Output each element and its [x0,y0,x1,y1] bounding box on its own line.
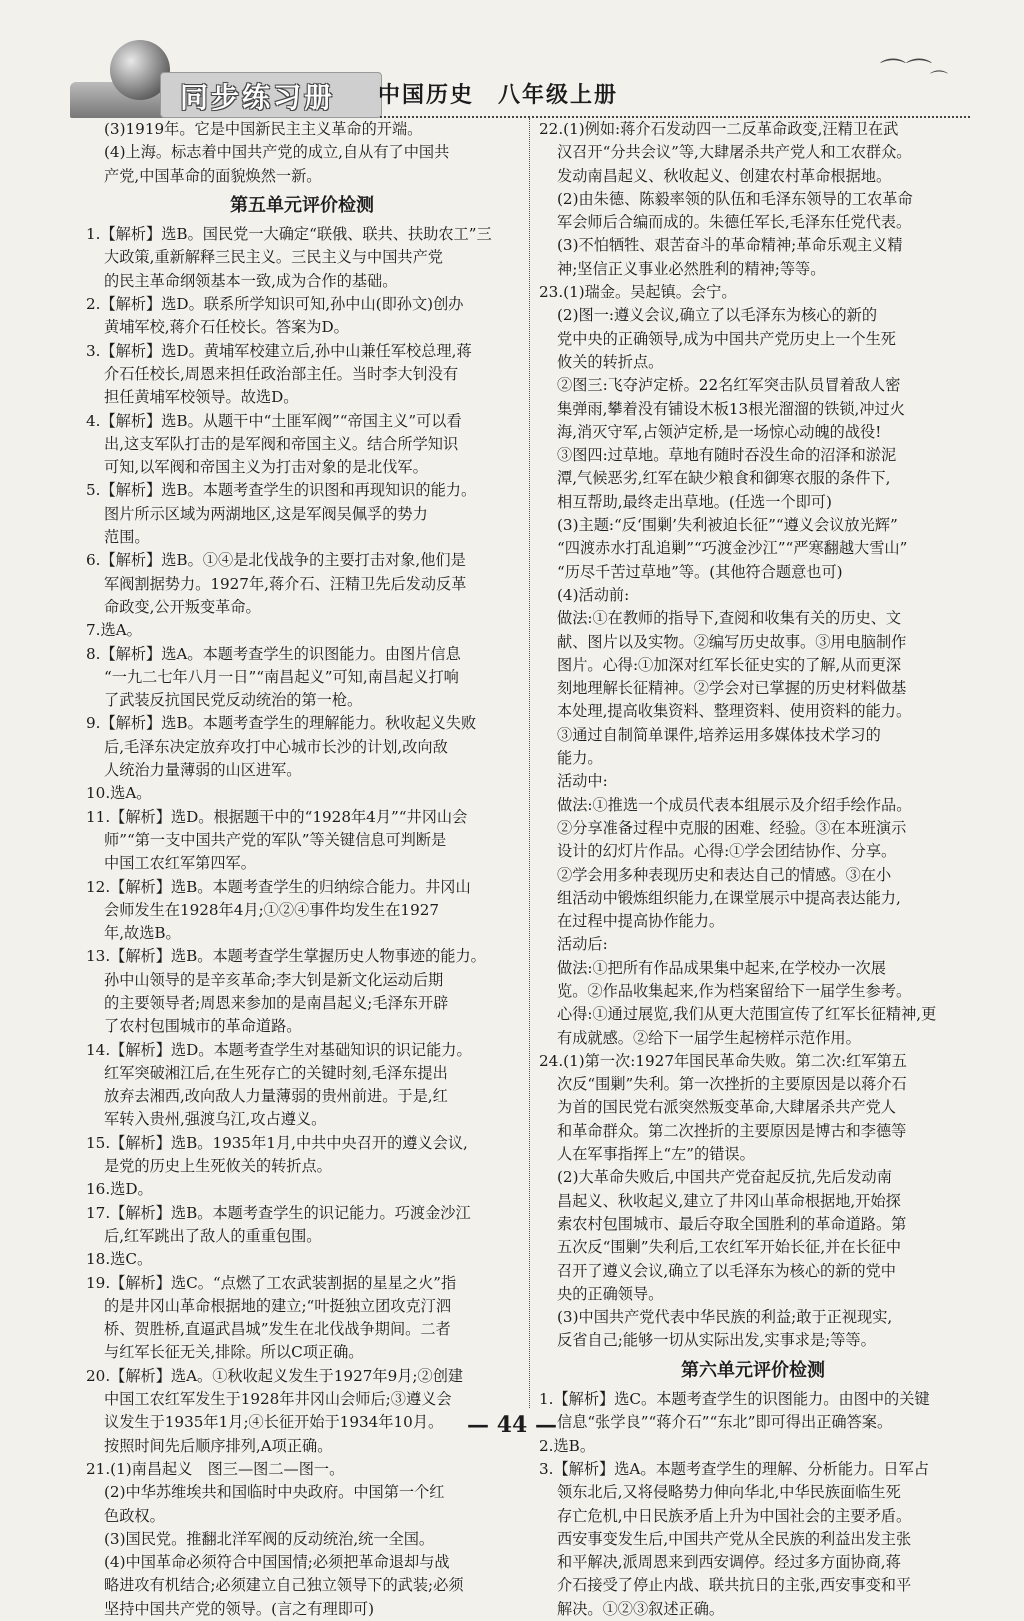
section-heading: 第五单元评价检测 [230,194,374,216]
text-line: (4)中国革命必须符合中国国情;必须把革命退却与战 [104,1553,450,1572]
text-line: 本处理,提高收集资料、整理资料、使用资料的能力。 [557,702,912,721]
text-line: “一九二七年八月一日”“南昌起义”可知,南昌起义打响 [104,667,459,686]
text-line: 担任黄埔军校领导。故选D。 [104,388,299,407]
page-header [60,32,990,122]
text-line: (4)活动前: [557,585,630,604]
text-line: 后,红军跳出了敌人的重重包围。 [104,1226,322,1245]
text-line: 13.【解析】选B。本题考查学生掌握历史人物事迹的能力。 [86,947,486,966]
text-line: 8.【解析】选A。本题考查学生的识图能力。由图片信息 [86,644,461,663]
text-line: 图片。心得:①加深对红军长征史实的了解,从而更深 [557,655,902,674]
text-line: 7.选A。 [86,621,142,640]
text-line: 汉召开“分共会议”等,大肆屠杀共产党人和工农群众。 [557,143,912,162]
text-line: (3)不怕牺牲、艰苦奋斗的革命精神;革命乐观主义精 [557,236,903,255]
text-line: 刻地理解长征精神。②学会对已掌握的历史材料做基 [557,679,907,698]
subject-title: 中国历史 八年级上册 [378,82,619,108]
text-line: 心得:①通过展览,我们从更大范围宣传了红军长征精神,更 [557,1005,937,1024]
text-line: 信息“张学良”“蒋介石”“东北”即可得出正确答案。 [557,1413,893,1432]
text-line: (2)大革命失败后,中国共产党奋起反抗,先后发动南 [557,1168,892,1187]
text-line: 议发生于1935年1月;④长征开始于1934年10月。 [104,1413,444,1432]
text-line: 6.【解析】选B。①④是北伐战争的主要打击对象,他们是 [86,551,466,570]
text-line: 2.【解析】选D。联系所学知识可知,孙中山(即孙文)创办 [86,295,464,314]
text-line: 做法:①推选一个成员代表本组展示及介绍手绘作品。 [557,795,912,814]
text-line: 做法:①把所有作品成果集中起来,在学校办一次展 [557,958,886,977]
left-column [86,118,518,1621]
text-line: 红军突破湘江后,在生死存亡的关键时刻,毛泽东提出 [104,1063,448,1082]
text-line: 后,毛泽东决定放弃攻打中心城市长沙的计划,改向敌 [104,737,448,756]
text-line: 反省自己;能够一切从实际出发,实事求是;等等。 [557,1331,876,1350]
text-line: 党中央的正确领导,成为中国共产党历史上一个生死 [557,329,896,348]
text-line: 4.【解析】选B。从题干中“土匪军阀”“帝国主义”可以看 [86,411,462,430]
text-line: “四渡赤水打乱追剿”“巧渡金沙江”“严寒翻越大雪山” [557,539,908,558]
text-line: 年,故选B。 [104,924,181,943]
text-line: 的主要领导者;周恩来参加的是南昌起义;毛泽东开辟 [104,993,449,1012]
text-line: 领东北后,又将侵略势力伸向华北,中华民族面临生死 [557,1483,901,1502]
text-line: 军阀割据势力。1927年,蒋介石、汪精卫先后发动反革 [104,574,467,593]
text-line: 2.选B。 [539,1436,596,1455]
text-line: 召开了遵义会议,确立了以毛泽东为核心的新的党中 [557,1261,896,1280]
text-line: 大政策,重新解释三民主义。三民主义与中国共产党 [104,248,443,267]
text-line: 人统治力量薄弱的山区进军。 [104,761,302,780]
text-line: 昌起义、秋收起义,建立了井冈山革命根据地,开始探 [557,1191,901,1210]
text-line: 五次反“围剿”失利后,工农红军开始长征,并在长征中 [557,1238,902,1257]
text-line: 17.【解析】选B。本题考查学生的识记能力。巧渡金沙江 [86,1203,471,1222]
text-line: 和平解决,派周恩来到西安调停。经过多方面协商,蒋 [557,1553,901,1572]
right-column [539,118,967,1621]
text-line: ③图四:过草地。草地有随时吞没生命的沼泽和淤泥 [557,446,897,465]
text-line: 中国工农红军第四军。 [104,854,256,873]
text-line: ②学会用多种表现历史和表达自己的情感。③在小 [557,865,892,884]
text-line: 和革命群众。第二次挫折的主要原因是博古和李德等 [557,1121,907,1140]
text-line: 的是井冈山革命根据地的建立;“叶挺独立团攻克汀泗 [104,1296,452,1315]
text-line: 范围。 [104,528,150,547]
text-line: 按照时间先后顺序排列,A项正确。 [104,1436,333,1455]
text-line: 16.选D。 [86,1180,153,1199]
text-line: 览。②作品收集起来,作为档案留给下一届学生参考。 [557,981,912,1000]
text-line: 12.【解析】选B。本题考查学生的归纳综合能力。井冈山 [86,877,471,896]
text-line: 3.【解析】选D。黄埔军校建立后,孙中山兼任军校总理,蒋 [86,341,472,360]
text-line: 了武装反抗国民党反动统治的第一枪。 [104,691,363,710]
text-line: 西安事变发生后,中国共产党从全民族的利益出发主张 [557,1529,912,1548]
text-line: (2)由朱德、陈毅率领的队伍和毛泽东领导的工农革命 [557,189,913,208]
text-line: 潭,气候恶劣,红军在缺少粮食和御寒衣服的条件下, [557,469,891,488]
text-line: 做法:①在教师的指导下,查阅和收集有关的历史、文 [557,609,902,628]
text-line: 有成就感。②给下一届学生起榜样示范作用。 [557,1028,861,1047]
text-line: 的民主革命纲领基本一致,成为合作的基础。 [104,271,398,290]
text-line: 为首的国民党右派突然叛变革命,大肆屠杀共产党人 [557,1098,896,1117]
text-line: 能力。 [557,749,603,768]
text-line: 与红军长征无关,排除。所以C项正确。 [104,1343,364,1362]
text-line: 神;坚信正义事业必然胜利的精神;等等。 [557,259,826,278]
text-line: 9.【解析】选B。本题考查学生的理解能力。秋收起义失败 [86,714,477,733]
text-line: (3)中国共产党代表中华民族的利益;敢于正视现实, [557,1308,893,1327]
text-line: 介石任校长,周恩来担任政治部主任。当时李大钊没有 [104,364,459,383]
text-line: 略进攻有机结合;必须建立自己独立领导下的武装;必须 [104,1576,464,1595]
text-line: 19.【解析】选C。“点燃了工农武装割据的星星之火”指 [86,1273,457,1292]
text-line: 组活动中锻炼组织能力,在课堂展示中提高表达能力, [557,888,901,907]
text-line: 21.(1)南昌起义 图三—图二—图一。 [86,1459,345,1478]
text-line: 央的正确领导。 [557,1284,664,1303]
text-line: 在过程中提高协作能力。 [557,912,725,931]
text-line: (2)中华苏维埃共和国临时中央政府。中国第一个红 [104,1483,445,1502]
text-line: 军转入贵州,强渡乌江,攻占遵义。 [104,1110,327,1129]
text-line: ②分享准备过程中克服的困难、经验。③在本班演示 [557,818,907,837]
text-line: “历尽千苦过草地”等。(其他符合题意也可) [557,562,843,581]
text-line: (2)图一:遵义会议,确立了以毛泽东为核心的新的 [557,306,878,325]
text-line: 活动中: [557,772,608,791]
text-line: 军会师后合编而成的。朱德任军长,毛泽东任党代表。 [557,213,912,232]
text-line: 集弹雨,攀着没有铺设木板13根光溜溜的铁锁,冲过火 [557,399,905,418]
bird-icon: ⌒ [930,70,948,91]
text-line: 人在军事指挥上“左”的错误。 [557,1145,755,1164]
text-line: 活动后: [557,935,608,954]
text-line: 22.(1)例如:蒋介石发动四一二反革命政变,汪精卫在武 [539,120,899,138]
text-line: 了农村包围城市的革命道路。 [104,1017,302,1036]
text-line: 桥、贺胜桥,直逼武昌城”发生在北伐战争期间。二者 [104,1320,451,1339]
text-line: 1.【解析】选C。本题考查学生的识图能力。由图中的关键 [539,1390,930,1409]
text-line: 黄埔军校,蒋介石任校长。答案为D。 [104,318,349,337]
column-divider [529,118,530,1408]
bird-icon: ⌒⌒ [880,58,933,88]
text-line: 可知,以军阀和帝国主义为打击对象的是北伐军。 [104,458,428,477]
text-line: 图片所示区域为两湖地区,这是军阀吴佩孚的势力 [104,504,428,523]
text-line: 放弃去湘西,改向敌人力量薄弱的贵州前进。于是,红 [104,1087,448,1106]
text-line: ②图三:飞夺泸定桥。22名红军突击队员冒着敌人密 [557,376,901,395]
text-line: 攸关的转折点。 [557,352,664,371]
text-line: 师”“第一支中国共产党的军队”等关键信息可判断是 [104,830,447,849]
text-line: 11.【解析】选D。根据题干中的“1928年4月”“井冈山会 [86,807,468,826]
series-title: 同步练习册 [180,81,336,114]
text-line: 存亡危机,中日民族矛盾上升为中国社会的主要矛盾。 [557,1506,912,1525]
text-line: 坚持中国共产党的领导。(言之有理即可) [104,1599,375,1618]
text-line: 索农村包围城市、最后夺取全国胜利的革命道路。第 [557,1214,907,1233]
text-line: 命政变,公开叛变革命。 [104,597,261,616]
text-line: 出,这支军队打击的是军阀和帝国主义。结合所学知识 [104,434,459,453]
text-line: 次反“围剿”失利。第一次挫折的主要原因是以蒋介石 [557,1075,907,1094]
text-line: 献、图片以及实物。②编写历史故事。③用电脑制作 [557,632,907,651]
text-line: 18.选C。 [86,1250,153,1269]
text-line: 23.(1)瑞金。吴起镇。会宁。 [539,283,737,302]
text-line: 20.【解析】选A。①秋收起义发生于1927年9月;②创建 [86,1366,464,1385]
text-line: 海,消灭守军,占领泸定桥,是一场惊心动魄的战役! [557,422,882,441]
text-line: 5.【解析】选B。本题考查学生的识图和再现知识的能力。 [86,481,477,500]
text-line: 24.(1)第一次:1927年国民革命失败。第二次:红军第五 [539,1051,907,1070]
text-line: 设计的幻灯片作品。心得:①学会团结协作、分享。 [557,842,897,861]
text-line: 1.【解析】选B。国民党一大确定“联俄、联共、扶助农工”三 [86,225,492,244]
text-line: ③通过自制简单课件,培养运用多媒体技术学习的 [557,725,881,744]
text-line: 14.【解析】选D。本题考查学生对基础知识的识记能力。 [86,1040,472,1059]
text-line: 介石接受了停止内战、联共抗日的主张,西安事变和平 [557,1576,912,1595]
text-line: (3)主题:“反‘围剿’失利被迫长征”“遵义会议放光辉” [557,516,898,535]
text-line: 孙中山领导的是辛亥革命;李大钊是新文化运动后期 [104,970,444,989]
text-line: 10.选A。 [86,784,152,803]
section-heading: 第六单元评价检测 [681,1359,825,1381]
text-line: 会师发生在1928年4月;①②④事件均发生在1927 [104,900,440,919]
text-line: (3)国民党。推翻北洋军阀的反动统治,统一全国。 [104,1529,435,1548]
page-number: — 44 — [467,1412,557,1438]
text-line: 产党,中国革命的面貌焕然一新。 [104,166,322,185]
text-line: 中国工农红军发生于1928年井冈山会师后;③遵义会 [104,1390,452,1409]
text-line: 发动南昌起义、秋收起义、创建农村革命根据地。 [557,166,892,185]
text-line: 是党的历史上生死攸关的转折点。 [104,1157,332,1176]
text-line: 相互帮助,最终走出草地。(任选一个即可) [557,492,832,511]
text-line: (4)上海。标志着中国共产党的成立,自从有了中国共 [104,143,450,162]
text-line: 色政权。 [104,1506,165,1525]
text-line: (3)1919年。它是中国新民主主义革命的开端。 [104,120,423,138]
text-line: 解决。①②③叙述正确。 [557,1599,725,1618]
text-line: 3.【解析】选A。本题考查学生的理解、分析能力。日军占 [539,1459,929,1478]
text-line: 15.【解析】选B。1935年1月,中共中央召开的遵义会议, [86,1133,468,1152]
